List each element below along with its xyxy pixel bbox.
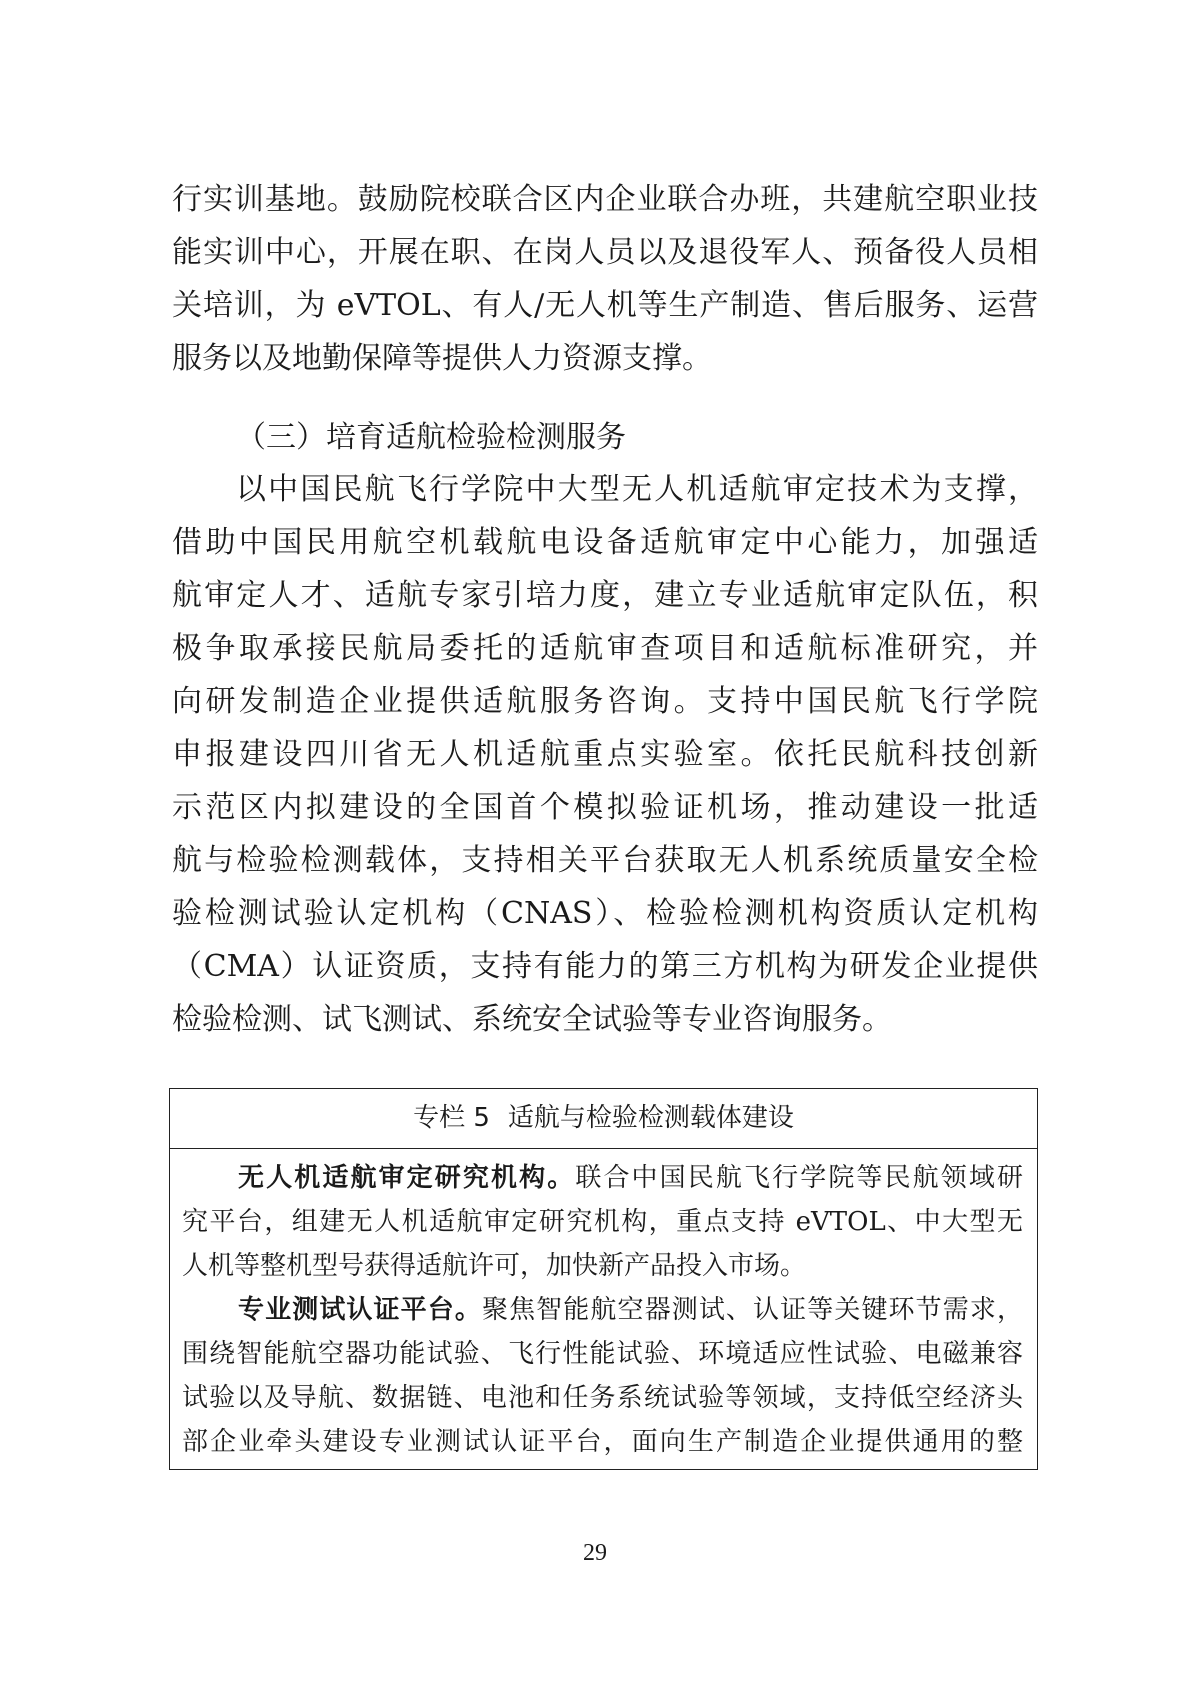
column-box-header [170,1089,1037,1149]
paragraph-main-line-10: （CMA）认证资质，支持有能力的第三方机构为研发企业提供 [172,949,1038,984]
column-item-2-term: 专业测试认证平台。 [238,1295,482,1325]
paragraph-main-line-1: 以中国民航飞行学院中大型无人机适航审定技术为支撑， [236,472,1038,507]
paragraph-main-line-2: 借助中国民用航空机载航电设备适航审定中心能力，加强适 [172,525,1038,560]
paragraph-main-line-5: 向研发制造企业提供适航服务咨询。支持中国民航飞行学院 [172,684,1038,719]
column-item-1-term: 无人机适航审定研究机构。 [238,1163,576,1193]
column-box [169,1088,1038,1470]
column-item-1-line-3: 人机等整机型号获得适航许可，加快新产品投入市场。 [182,1251,807,1281]
paragraph-main-line-9: 验检测试验认定机构（CNAS）、检验检测机构资质认定机构 [172,896,1038,931]
column-item-2-line-2: 围绕智能航空器功能试验、飞行性能试验、环境适应性试验、电磁兼容 [182,1339,1023,1369]
section-heading: （三）培育适航检验检测服务 [236,420,626,455]
column-item-2-first-line: 聚焦智能航空器测试、认证等关键环节需求， [481,1295,1023,1325]
paragraph-top-line-1: 行实训基地。鼓励院校联合区内企业联合办班，共建航空职业技 [172,182,1038,217]
paragraph-main-line-7: 示范区内拟建设的全国首个模拟验证机场，推动建设一批适 [172,790,1038,825]
paragraph-main-line-8: 航与检验检测载体，支持相关平台获取无人机系统质量安全检 [172,843,1038,878]
paragraph-top-line-2: 能实训中心，开展在职、在岗人员以及退役军人、预备役人员相 [172,235,1038,270]
column-item-2-line-3: 试验以及导航、数据链、电池和任务系统试验等领域，支持低空经济头 [182,1383,1023,1413]
paragraph-main-line-6: 申报建设四川省无人机适航重点实验室。依托民航科技创新 [172,737,1038,772]
paragraph-top-line-3: 关培训，为 eVTOL、有人/无人机等生产制造、售后服务、运营 [172,288,1038,323]
column-box-title: 适航与检验检测载体建设 [507,1103,794,1133]
column-item-2-line-4: 部企业牵头建设专业测试认证平台，面向生产制造企业提供通用的整 [182,1427,1023,1457]
column-item-1-line-2: 究平台，组建无人机适航审定研究机构，重点支持 eVTOL、中大型无 [182,1207,1023,1237]
column-box-number: 专栏 5 [413,1103,490,1133]
column-item-2-line-1 [238,1293,1023,1327]
paragraph-main-line-4: 极争取承接民航局委托的适航审查项目和适航标准研究，并 [172,631,1038,666]
paragraph-main-line-3: 航审定人才、适航专家引培力度，建立专业适航审定队伍，积 [172,578,1038,613]
column-item-1-first-line: 联合中国民航飞行学院等民航领域研 [575,1163,1023,1193]
column-item-1-line-1 [238,1161,1023,1195]
paragraph-main-line-11: 检验检测、试飞测试、系统安全试验等专业咨询服务。 [172,1002,892,1037]
page-number: 29 [583,1540,607,1566]
paragraph-top-line-4: 服务以及地勤保障等提供人力资源支撑。 [172,341,712,376]
